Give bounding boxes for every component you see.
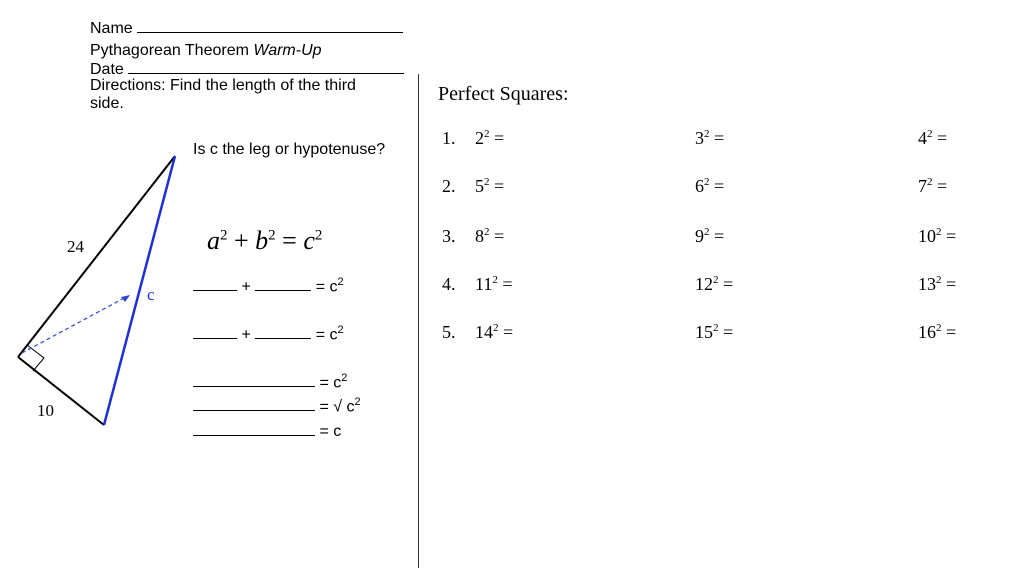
square-equals: = <box>489 176 505 196</box>
final-exp: 2 <box>354 396 361 408</box>
square-equals: = <box>709 226 725 246</box>
formula-a: a <box>207 226 220 255</box>
title-italic: Warm-Up <box>253 42 322 59</box>
square-base: 14 <box>475 322 493 342</box>
square-equals: = <box>489 226 505 246</box>
problem-number: 4. <box>442 274 456 294</box>
hypotenuse-label: c <box>147 285 155 304</box>
step-exp: 2 <box>337 324 344 336</box>
square-base: 10 <box>918 226 936 246</box>
square-expression <box>475 128 504 149</box>
step-rhs: = c <box>315 326 338 344</box>
perfect-squares-title: Perfect Squares: <box>438 83 569 105</box>
square-expression <box>695 226 724 247</box>
square-base: 3 <box>695 128 704 148</box>
square-equals: = <box>941 274 957 294</box>
square-equals: = <box>498 322 514 342</box>
formula-plus: + <box>234 226 249 255</box>
name-label: Name <box>90 20 133 37</box>
leg-b-label: 10 <box>37 401 54 420</box>
square-base: 13 <box>918 274 936 294</box>
square-equals: = <box>497 274 513 294</box>
directions: Directions: Find the length of the third side. <box>90 77 356 112</box>
square-exponent: 2 <box>936 322 942 334</box>
square-base: 9 <box>695 226 704 246</box>
square-base: 2 <box>475 128 484 148</box>
square-equals: = <box>718 322 734 342</box>
square-expression <box>695 322 733 343</box>
square-expression <box>918 322 956 343</box>
square-base: 16 <box>918 322 936 342</box>
leg-a-label: 24 <box>67 237 84 256</box>
square-equals: = <box>932 128 948 148</box>
problem-number: 3. <box>442 226 456 246</box>
square-equals: = <box>709 128 725 148</box>
square-expression <box>475 274 513 295</box>
square-expression <box>475 226 504 247</box>
square-equals: = <box>489 128 505 148</box>
problem-number: 2. <box>442 176 456 196</box>
square-exponent: 2 <box>484 176 490 188</box>
square-equals: = <box>932 176 948 196</box>
step-plus: + <box>241 326 251 344</box>
step-exp: 2 <box>337 276 344 288</box>
square-equals: = <box>941 226 957 246</box>
square-base: 15 <box>695 322 713 342</box>
square-exponent: 2 <box>704 176 710 188</box>
square-equals: = <box>941 322 957 342</box>
final-exp: 2 <box>341 372 348 384</box>
formula-c: c <box>303 226 315 255</box>
square-expression <box>918 274 956 295</box>
formula-b: b <box>255 226 269 255</box>
square-expression <box>918 226 956 247</box>
formula-a-exp: 2 <box>220 227 228 244</box>
square-exponent: 2 <box>713 274 719 286</box>
square-expression <box>918 176 947 197</box>
title-prefix: Pythagorean Theorem <box>90 42 249 59</box>
square-expression <box>695 176 724 197</box>
square-exponent: 2 <box>936 274 942 286</box>
square-exponent: 2 <box>493 322 499 334</box>
date-label: Date <box>90 61 124 78</box>
formula-b-exp: 2 <box>268 227 276 244</box>
problem-number: 5. <box>442 322 456 342</box>
square-expression <box>918 128 947 149</box>
square-equals: = <box>718 274 734 294</box>
step-plus: + <box>241 278 251 296</box>
formula-equals: = <box>282 226 297 255</box>
square-exponent: 2 <box>927 176 933 188</box>
square-base: 8 <box>475 226 484 246</box>
problem-number: 1. <box>442 128 456 148</box>
square-base: 7 <box>918 176 927 196</box>
square-expression <box>475 176 504 197</box>
square-expression <box>475 322 513 343</box>
step-rhs: = c <box>315 278 338 296</box>
square-exponent: 2 <box>704 226 710 238</box>
square-expression <box>695 274 733 295</box>
square-exponent: 2 <box>484 128 490 140</box>
final-rhs: = c <box>319 374 342 392</box>
square-expression <box>695 128 724 149</box>
square-exponent: 2 <box>704 128 710 140</box>
square-exponent: 2 <box>927 128 933 140</box>
formula-c-exp: 2 <box>314 227 323 244</box>
square-exponent: 2 <box>484 226 490 238</box>
square-equals: = <box>709 176 725 196</box>
square-base: 4 <box>918 128 927 148</box>
square-base: 12 <box>695 274 713 294</box>
final-rhs: = c <box>319 423 342 440</box>
square-base: 6 <box>695 176 704 196</box>
square-base: 5 <box>475 176 484 196</box>
final-rhs: = √ c <box>319 398 355 416</box>
square-exponent: 2 <box>936 226 942 238</box>
square-base: 11 <box>475 274 493 294</box>
square-exponent: 2 <box>492 274 498 286</box>
question-text: Is c the leg or hypotenuse? <box>193 141 386 158</box>
square-exponent: 2 <box>713 322 719 334</box>
